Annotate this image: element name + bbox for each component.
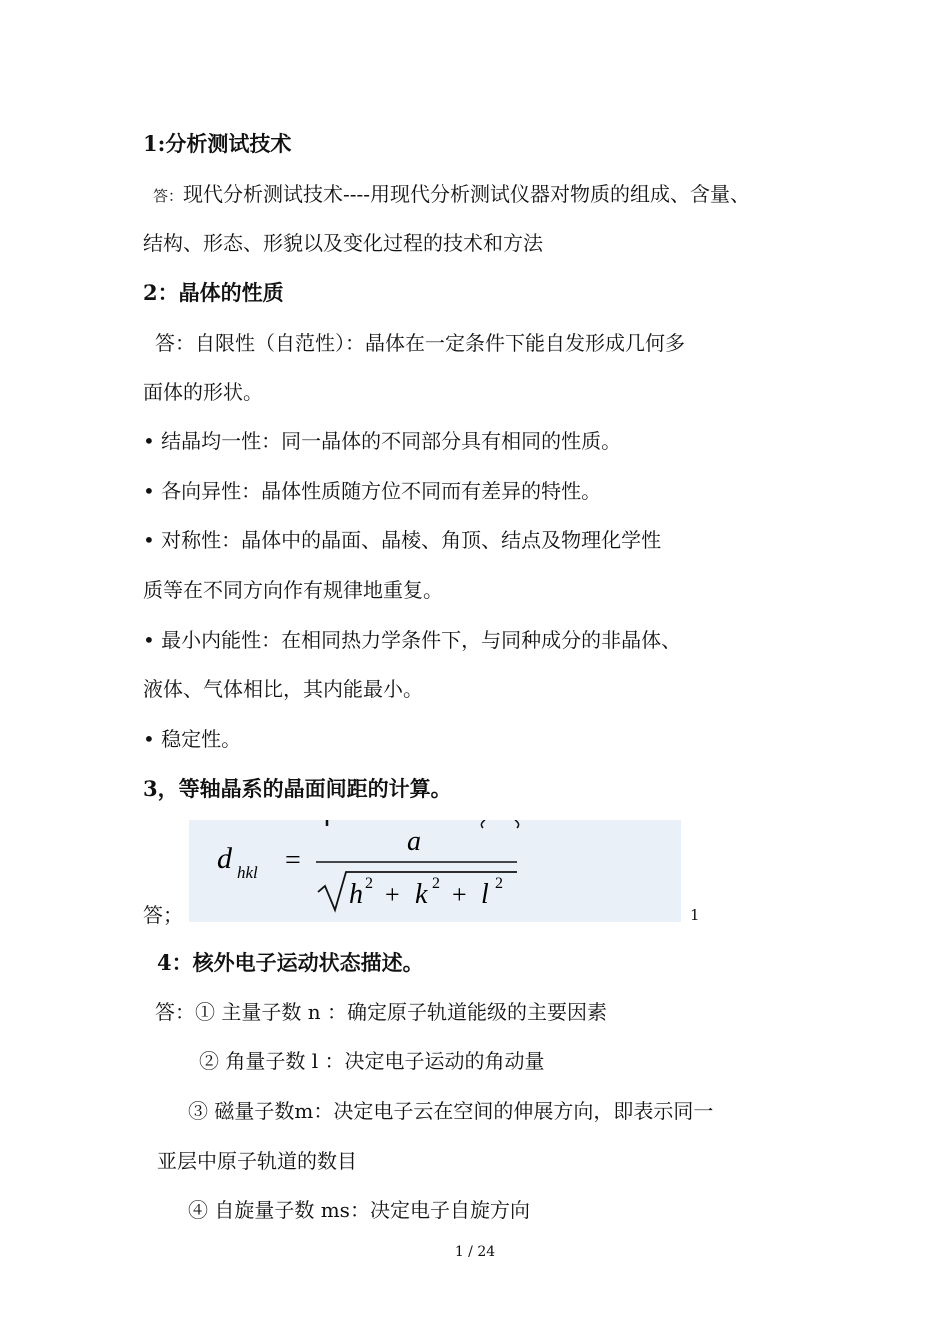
q4-line1: 答：① 主量子数 n ：确定原子轨道能级的主要因素 <box>155 1000 607 1024</box>
answer-prefix: 答： <box>153 187 184 205</box>
formula-equals: = <box>285 845 301 876</box>
q2-bullet-4-line2: 液体、气体相比，其内能最小。 <box>143 677 423 701</box>
formula-numerator: a <box>407 826 421 857</box>
interplanar-spacing-formula <box>189 820 681 922</box>
page-number: 1 / 24 <box>454 1244 496 1260</box>
q2-line1: 答：自限性（自范性）：晶体在一定条件下能自发形成几何多 <box>155 331 685 355</box>
q4-title: 4：核外电子运动状态描述。 <box>157 950 424 975</box>
q2-title: 2：晶体的性质 <box>143 280 284 305</box>
q4-line3: ③ 磁量子数m：决定电子云在空间的伸展方向，即表示同一 <box>188 1099 714 1123</box>
q4-line5: ④ 自旋量子数 ms：决定电子自旋方向 <box>188 1198 530 1222</box>
q1-answer-line2: 结构、形态、形貌以及变化过程的技术和方法 <box>143 231 543 255</box>
q2-bullet-2: • 各向异性：晶体性质随方位不同而有差异的特性。 <box>143 479 602 503</box>
formula-d: d <box>217 842 232 875</box>
q4-line4: 亚层中原子轨道的数目 <box>157 1149 357 1173</box>
formula-k: k <box>415 879 428 910</box>
q2-line2: 面体的形状。 <box>143 380 263 404</box>
formula-l: l <box>481 879 489 910</box>
q2-bullet-1: • 结晶均一性：同一晶体的不同部分具有相同的性质。 <box>143 429 622 453</box>
q1-answer-line1 <box>153 181 750 209</box>
formula-image <box>189 820 681 922</box>
formula-plus-2: + <box>452 880 467 909</box>
q2-bullet-3-line2: 质等在不同方向作有规律地重复。 <box>143 578 443 602</box>
formula-h: h <box>349 879 363 910</box>
q4-line2: ② 角量子数 l ：决定电子运动的角动量 <box>199 1049 545 1073</box>
q2-bullet-3-line1: • 对称性：晶体中的晶面、晶棱、角顶、结点及物理化学性 <box>143 528 662 552</box>
q3-trailing-mark: 1 <box>690 906 700 924</box>
q3-title: 3，等轴晶系的晶面间距的计算。 <box>143 776 452 801</box>
formula-l-exponent: 2 <box>495 875 503 892</box>
formula-k-exponent: 2 <box>432 875 440 892</box>
formula-h-exponent: 2 <box>365 875 373 892</box>
q3-answer-prefix: 答； <box>143 903 183 927</box>
q2-bullet-4-line1: • 最小内能性：在相同热力学条件下，与同种成分的非晶体、 <box>143 628 682 652</box>
q1-title: 1:分析测试技术 <box>143 131 292 156</box>
formula-plus-1: + <box>385 880 400 909</box>
formula-subscript: hkl <box>237 863 258 882</box>
q2-bullet-5: • 稳定性。 <box>143 727 242 751</box>
q1-answer-text: 现代分析测试技术----用现代分析测试仪器对物质的组成、含量、 <box>183 182 751 206</box>
